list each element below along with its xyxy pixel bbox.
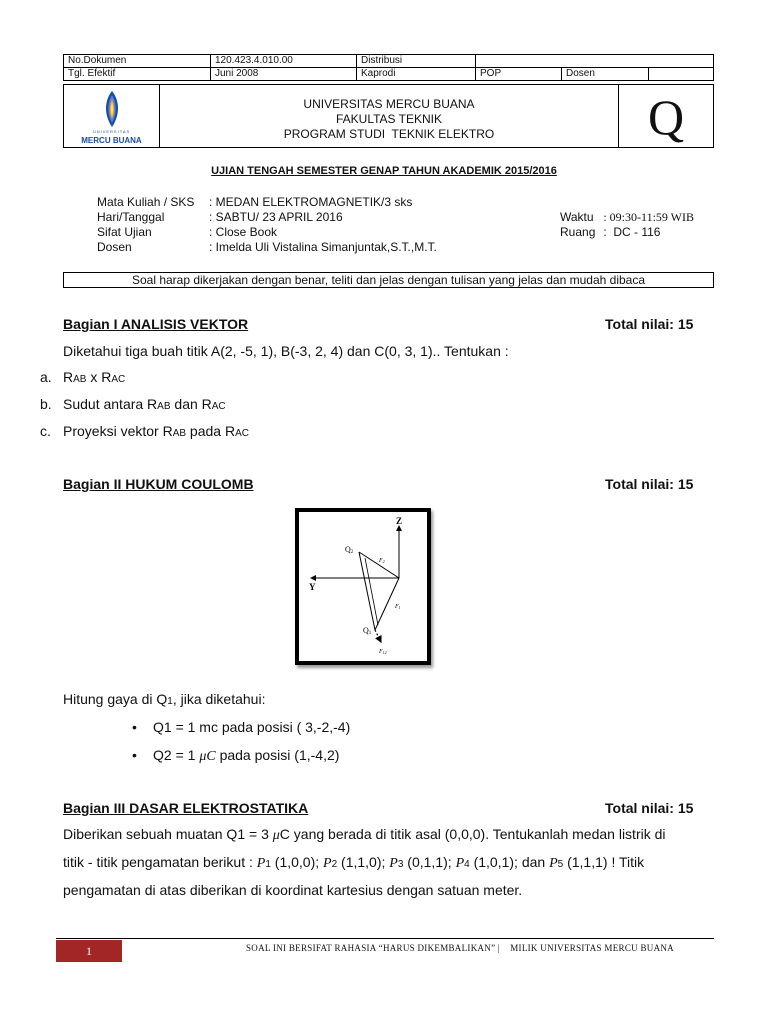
q2-line — [359, 552, 399, 578]
footer-divider — [56, 938, 714, 939]
effective-date-label: Tgl. Efektif — [64, 68, 211, 81]
line-text: C yang berada di titik asal (0,0,0). Tentukanlah medan listrik di — [279, 826, 666, 842]
q2-label-text: Q — [345, 545, 351, 554]
effective-date-value: Juni 2008 — [211, 68, 357, 81]
footer-confidential: SOAL INI BERSIFAT RAHASIA “HARUS DIKEMBALIKAN” | MILIK UNIVERSITAS MERCU BUANA — [246, 943, 674, 953]
section2-question — [63, 690, 265, 711]
item-subscript: AB — [73, 374, 87, 385]
course-label: Mata Kuliah / SKS — [97, 195, 195, 209]
bullet-dot: • — [132, 747, 137, 763]
question-text: Hitung gaya di Q — [63, 691, 168, 707]
program-name: PROGRAM STUDI TEKNIK ELEKTRO — [283, 127, 495, 141]
item-subscript: AC — [111, 374, 126, 385]
q1-label — [363, 626, 372, 636]
item-text-part: Sudut antara R — [63, 396, 158, 412]
item-text-part: Proyeksi vektor R — [63, 423, 173, 439]
item-subscript: AB — [172, 428, 187, 439]
coulomb-diagram — [299, 512, 427, 661]
doc-number-value: 120.423.4.010.00 — [211, 55, 357, 68]
institution-title — [160, 97, 618, 142]
item-text — [63, 422, 249, 443]
page-number: 1 — [56, 940, 122, 962]
form-code-letter: Q — [647, 89, 685, 145]
day-date-value: : SABTU/ 23 APRIL 2016 — [209, 210, 343, 224]
section1-title: Bagian I ANALISIS VEKTOR — [63, 316, 249, 332]
item-text-part: R — [63, 369, 74, 385]
line-text: Diberikan sebuah muatan Q1 = 3 — [63, 826, 273, 842]
point-subscript: 5 — [557, 859, 564, 870]
pop-label: POP — [476, 68, 562, 81]
point-label: P — [389, 856, 398, 871]
document-info-row — [64, 55, 714, 68]
f2-label-sub: 2 — [382, 559, 385, 564]
section1-item-c — [40, 422, 249, 440]
bullet-text — [153, 746, 339, 766]
kaprodi-label: Kaprodi — [357, 68, 476, 81]
coulomb-figure — [295, 508, 431, 665]
distribution-value — [476, 55, 714, 68]
section3-line-3: pengamatan di atas diberikan di koordinat kartesius dengan satuan meter. — [63, 882, 523, 898]
item-subscript: AC — [235, 428, 249, 439]
exam-title: UJIAN TENGAH SEMESTER GENAP TAHUN AKADEMIK 2015/2016 — [211, 165, 557, 177]
document-info-row — [64, 68, 714, 81]
bullet-text: Q1 = 1 mc pada posisi ( 3,-2,-4) — [153, 719, 351, 735]
section3-line-1 — [63, 825, 666, 845]
bullet-unit: μC — [199, 749, 216, 764]
dosen-value — [649, 68, 714, 81]
q2-label-sub: 2 — [350, 550, 354, 555]
point-coords: (1,0,0); — [270, 854, 324, 870]
section1-score: Total nilai: 15 — [605, 316, 694, 332]
dosen-label: Dosen — [562, 68, 649, 81]
item-text — [63, 368, 125, 389]
lecturer-label: Dosen — [97, 240, 132, 254]
q1-label-text: Q — [363, 626, 369, 635]
f2-label-text: F — [379, 558, 383, 564]
room-label: Ruang — [560, 225, 596, 239]
doc-number-label: No.Dokumen — [64, 55, 211, 68]
q2-q1-line — [359, 552, 375, 630]
day-date-label: Hari/Tanggal — [97, 210, 165, 224]
logo-small-text: UNIVERSITAS — [92, 129, 131, 134]
document-info-table — [63, 54, 714, 81]
point-coords: (1,1,1) ! Titik — [563, 854, 645, 870]
section3-line-2 — [63, 853, 644, 874]
university-logo — [64, 85, 160, 147]
f12-label — [378, 649, 387, 655]
question-text: , jika diketahui: — [172, 691, 266, 707]
point-coords: (1,0,1); dan — [469, 854, 550, 870]
f1-label-text: F — [395, 604, 399, 610]
point-subscript: 1 — [265, 859, 271, 870]
section3-score: Total nilai: 15 — [605, 800, 694, 816]
f12-label-sub: 12 — [382, 650, 387, 655]
f1-label-sub: 1 — [398, 605, 401, 610]
form-code-box — [618, 85, 713, 147]
bullet-dot: • — [132, 719, 137, 735]
section1-intro: Diketahui tiga buah titik A(2, -5, 1), B(-3, 2, 4) dan C(0, 3, 1).. Tentukan : — [63, 343, 509, 359]
item-marker: b. — [40, 396, 52, 412]
bullet-text-part: pada posisi (1,-4,2) — [215, 747, 340, 763]
q2-label — [345, 545, 354, 555]
bullet-text-part: Q2 = 1 — [153, 747, 200, 763]
point-coords: (1,1,0); — [337, 854, 390, 870]
item-text-part: dan R — [170, 396, 212, 412]
section1-item-a — [40, 368, 126, 386]
room-value: : DC - 116 — [603, 225, 661, 239]
z-axis-label: Z — [396, 516, 403, 526]
section1-item-b — [40, 395, 226, 413]
point-label: P — [256, 856, 266, 871]
f12-arrow — [375, 630, 381, 642]
question-subscript: 1 — [167, 696, 173, 707]
point-label: P — [323, 856, 332, 871]
course-value: : MEDAN ELEKTROMAGNETIK/3 sks — [209, 195, 413, 209]
faculty-name: FAKULTAS TEKNIK — [335, 112, 443, 126]
point-subscript: 2 — [331, 859, 338, 870]
item-marker: c. — [40, 423, 51, 439]
f2-label — [378, 558, 385, 564]
point-coords: (0,1,1); — [403, 854, 456, 870]
item-text — [63, 395, 226, 416]
time-value: : 09:30-11:59 WIB — [603, 210, 695, 224]
university-header — [63, 84, 714, 148]
mu-symbol: μ — [272, 828, 280, 843]
point-label: P — [549, 856, 558, 871]
logo-brand-text: MERCU BUANA — [81, 136, 142, 145]
exam-time-room — [560, 210, 694, 240]
f1-label — [394, 604, 401, 610]
item-subscript: AB — [157, 401, 171, 412]
item-text-part: x R — [86, 369, 112, 385]
y-axis-label: Y — [309, 582, 316, 592]
item-subscript: AC — [211, 401, 226, 412]
university-name: UNIVERSITAS MERCU BUANA — [303, 97, 475, 111]
time-row — [560, 210, 694, 225]
section3-title: Bagian III DASAR ELEKTROSTATIKA — [63, 800, 309, 816]
item-marker: a. — [40, 369, 52, 385]
lecturer-value: : Imelda Uli Vistalina Simanjuntak,S.T.,M.T. — [209, 240, 437, 254]
point-subscript: 4 — [464, 859, 470, 870]
f12-label-text: F — [379, 649, 383, 655]
room-row — [560, 225, 694, 240]
distribution-label: Distribusi — [357, 55, 476, 68]
exam-type-label: Sifat Ujian — [97, 225, 152, 239]
q1-label-sub: 1 — [368, 631, 372, 636]
time-label: Waktu — [560, 210, 594, 224]
point-subscript: 3 — [397, 859, 404, 870]
instruction-box: Soal harap dikerjakan dengan benar, teliti dan jelas dengan tulisan yang jelas dan mudah dibaca — [63, 272, 714, 288]
exam-info-values — [209, 195, 437, 255]
item-text-part: pada R — [186, 423, 236, 439]
section2-score: Total nilai: 15 — [605, 476, 694, 492]
exam-info-labels — [97, 195, 194, 255]
line-text: titik - titik pengamatan berikut : — [63, 854, 257, 870]
logo-flame-icon — [96, 89, 128, 129]
section2-title: Bagian II HUKUM COULOMB — [63, 476, 254, 492]
exam-type-value: : Close Book — [209, 225, 278, 239]
point-label: P — [455, 856, 465, 871]
